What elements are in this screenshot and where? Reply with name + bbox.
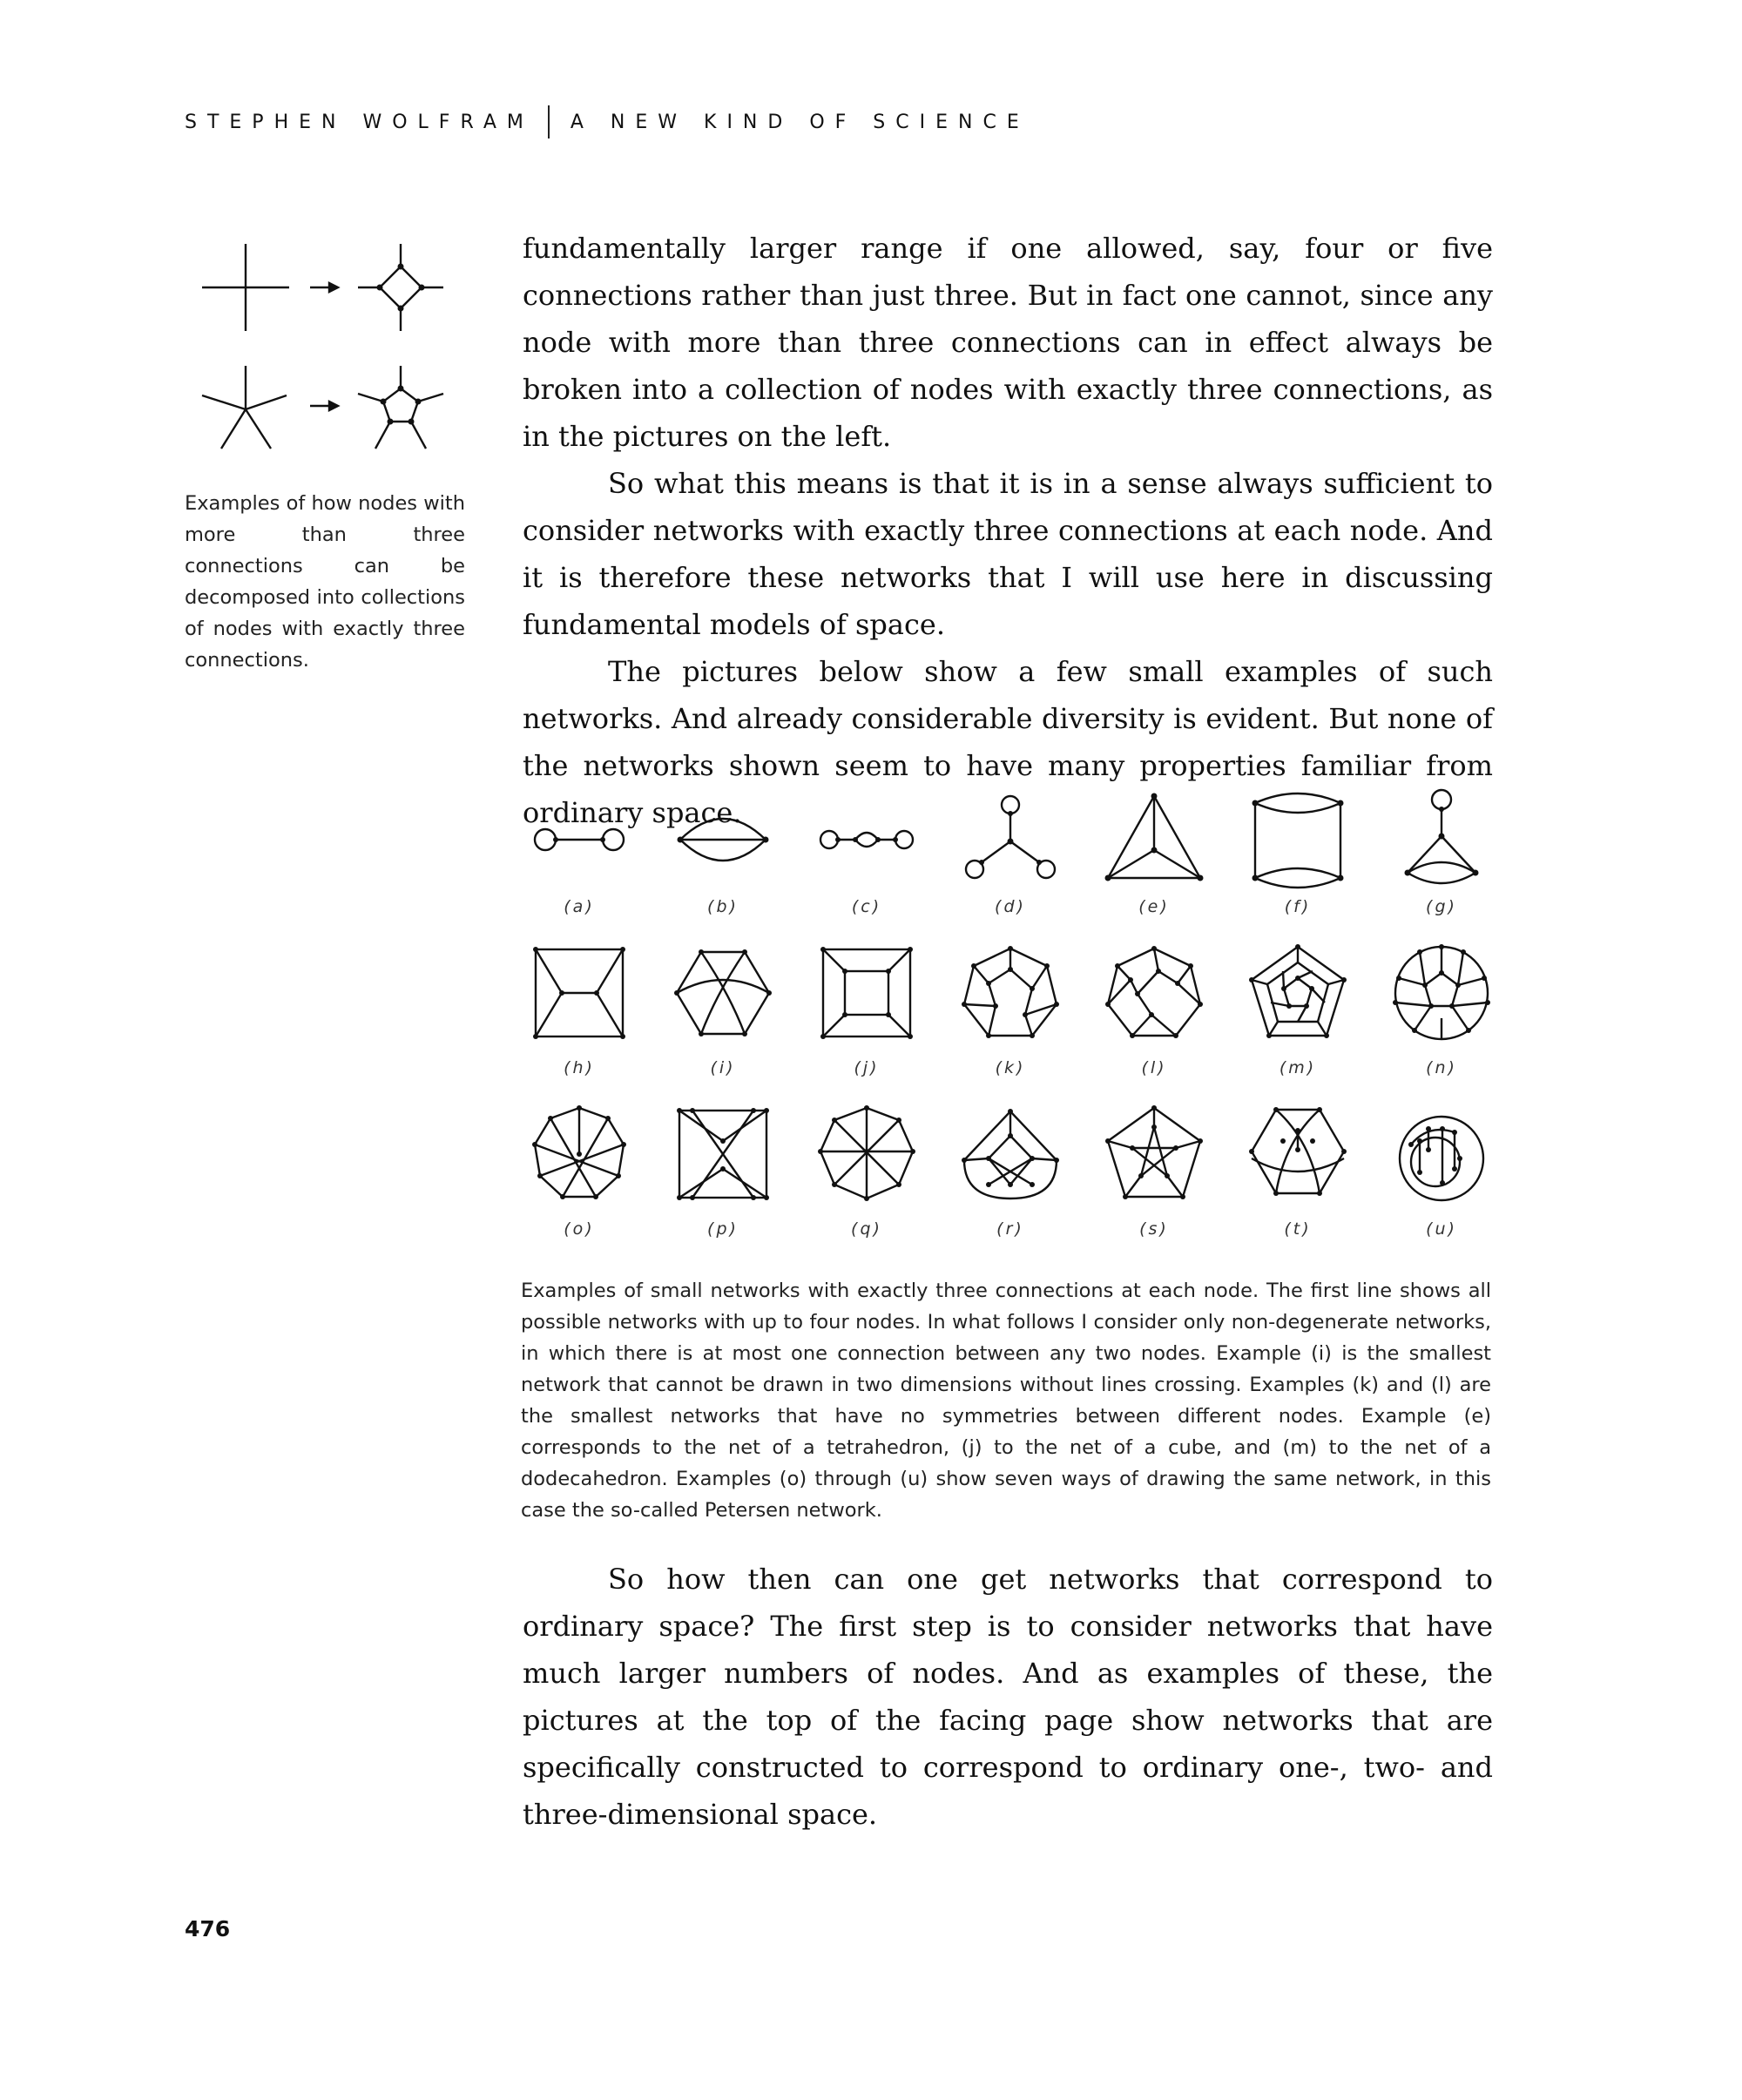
network-j <box>801 945 923 1077</box>
network-p <box>658 1106 780 1239</box>
header-author: STEPHEN WOLFRAM <box>185 111 534 133</box>
network-l <box>1089 945 1211 1077</box>
side-caption <box>185 488 465 676</box>
four-connection-node <box>202 244 289 331</box>
paragraph: So how then can one get networks that correspond to ordinary space? The first step is to consider networks that have much larger numbers of nodes. And as examples of these, the pictures at the top of the facing page show networks that are specifically constructed to correspond to ordinary one-, two- and three-dimensional space. <box>523 1563 1493 1831</box>
network-label: (h) <box>564 1058 595 1077</box>
network-t <box>1232 1106 1354 1239</box>
network-label: (r) <box>996 1219 1024 1239</box>
network-h <box>514 945 636 1077</box>
network-d <box>945 784 1067 916</box>
figure-caption <box>521 1275 1491 1526</box>
network-label: (j) <box>854 1058 880 1077</box>
network-label: (d) <box>995 897 1026 916</box>
network-n <box>1376 945 1498 1077</box>
network-label: (n) <box>1426 1058 1457 1077</box>
network-examples-figure <box>514 784 1481 1246</box>
node-decomposition-figure <box>188 235 467 462</box>
paragraph: The pictures below show a few small examples of such networks. And already considerable diversity is evident. But none of the networks shown seem to have many properties familiar from ordinary space. <box>523 655 1493 829</box>
network-label: (e) <box>1138 897 1170 916</box>
network-m <box>1232 945 1354 1077</box>
network-label: (g) <box>1426 897 1457 916</box>
paragraph: fundamentally larger range if one allowed, say, four or five connections rather than just three. But in fact one cannot, since any node with more than three connections can in effect always be broken into a collection of nodes with exactly three connections, as in the pictures on the left. <box>523 232 1493 453</box>
network-k <box>945 945 1067 1077</box>
network-label: (p) <box>707 1219 739 1239</box>
network-label: (q) <box>851 1219 882 1239</box>
running-header <box>185 105 1030 139</box>
network-label: (f) <box>1284 897 1312 916</box>
arrow-icon <box>310 402 338 410</box>
network-label: (i) <box>710 1058 736 1077</box>
body-text-top <box>523 225 1493 836</box>
network-label: (u) <box>1426 1219 1457 1239</box>
network-g <box>1376 784 1498 916</box>
body-text-bottom <box>523 1556 1493 1838</box>
network-r <box>945 1106 1067 1239</box>
network-label: (a) <box>564 897 595 916</box>
network-u <box>1376 1106 1498 1239</box>
network-s <box>1089 1106 1211 1239</box>
side-caption-text: Examples of how nodes with more than three connections can be decomposed into collections of nodes with exactly three connections. <box>185 492 465 672</box>
network-o <box>514 1106 636 1239</box>
arrow-icon <box>310 283 338 292</box>
network-i <box>658 945 780 1077</box>
page-number: 476 <box>185 1916 231 1941</box>
four-connection-decomposed <box>358 244 443 331</box>
network-label: (c) <box>851 897 882 916</box>
network-label: (t) <box>1284 1219 1312 1239</box>
network-e <box>1089 784 1211 916</box>
paragraph: So what this means is that it is in a sense always sufficient to consider networks with exactly three connections at each node. And it is therefore these networks that I will use here in discussing fundamental models of space. <box>523 467 1493 641</box>
network-label: (k) <box>995 1058 1026 1077</box>
network-b <box>658 784 780 916</box>
network-label: (b) <box>707 897 739 916</box>
five-connection-node <box>202 366 287 449</box>
network-c <box>801 784 923 916</box>
header-book-title: A NEW KIND OF SCIENCE <box>570 111 1030 133</box>
network-label: (o) <box>564 1219 595 1239</box>
network-label: (l) <box>1141 1058 1167 1077</box>
network-q <box>801 1106 923 1239</box>
figure-caption-text: Examples of small networks with exactly three connections at each node. The first line shows all possible networks with up to four nodes. In what follows I consider only non-degenerate networks, in which there is at most one connection between any two nodes. Example (i) is the smallest network that cannot be drawn in two dimensions without lines crossing. Examples (k) and (l) are the smallest networks that have no symmetries between different nodes. Example (e) corresponds to the net of a tetrahedron, (j) to the net of a cube, and (m) to the net of a dodecahedron. Examples (o) through (u) show seven ways of drawing the same network, in this case the so-called Petersen network. <box>521 1280 1491 1522</box>
network-label: (s) <box>1139 1219 1169 1239</box>
network-a <box>514 784 636 916</box>
network-label: (m) <box>1279 1058 1317 1077</box>
network-f <box>1232 784 1354 916</box>
header-separator <box>548 105 550 138</box>
five-connection-decomposed <box>358 366 443 449</box>
